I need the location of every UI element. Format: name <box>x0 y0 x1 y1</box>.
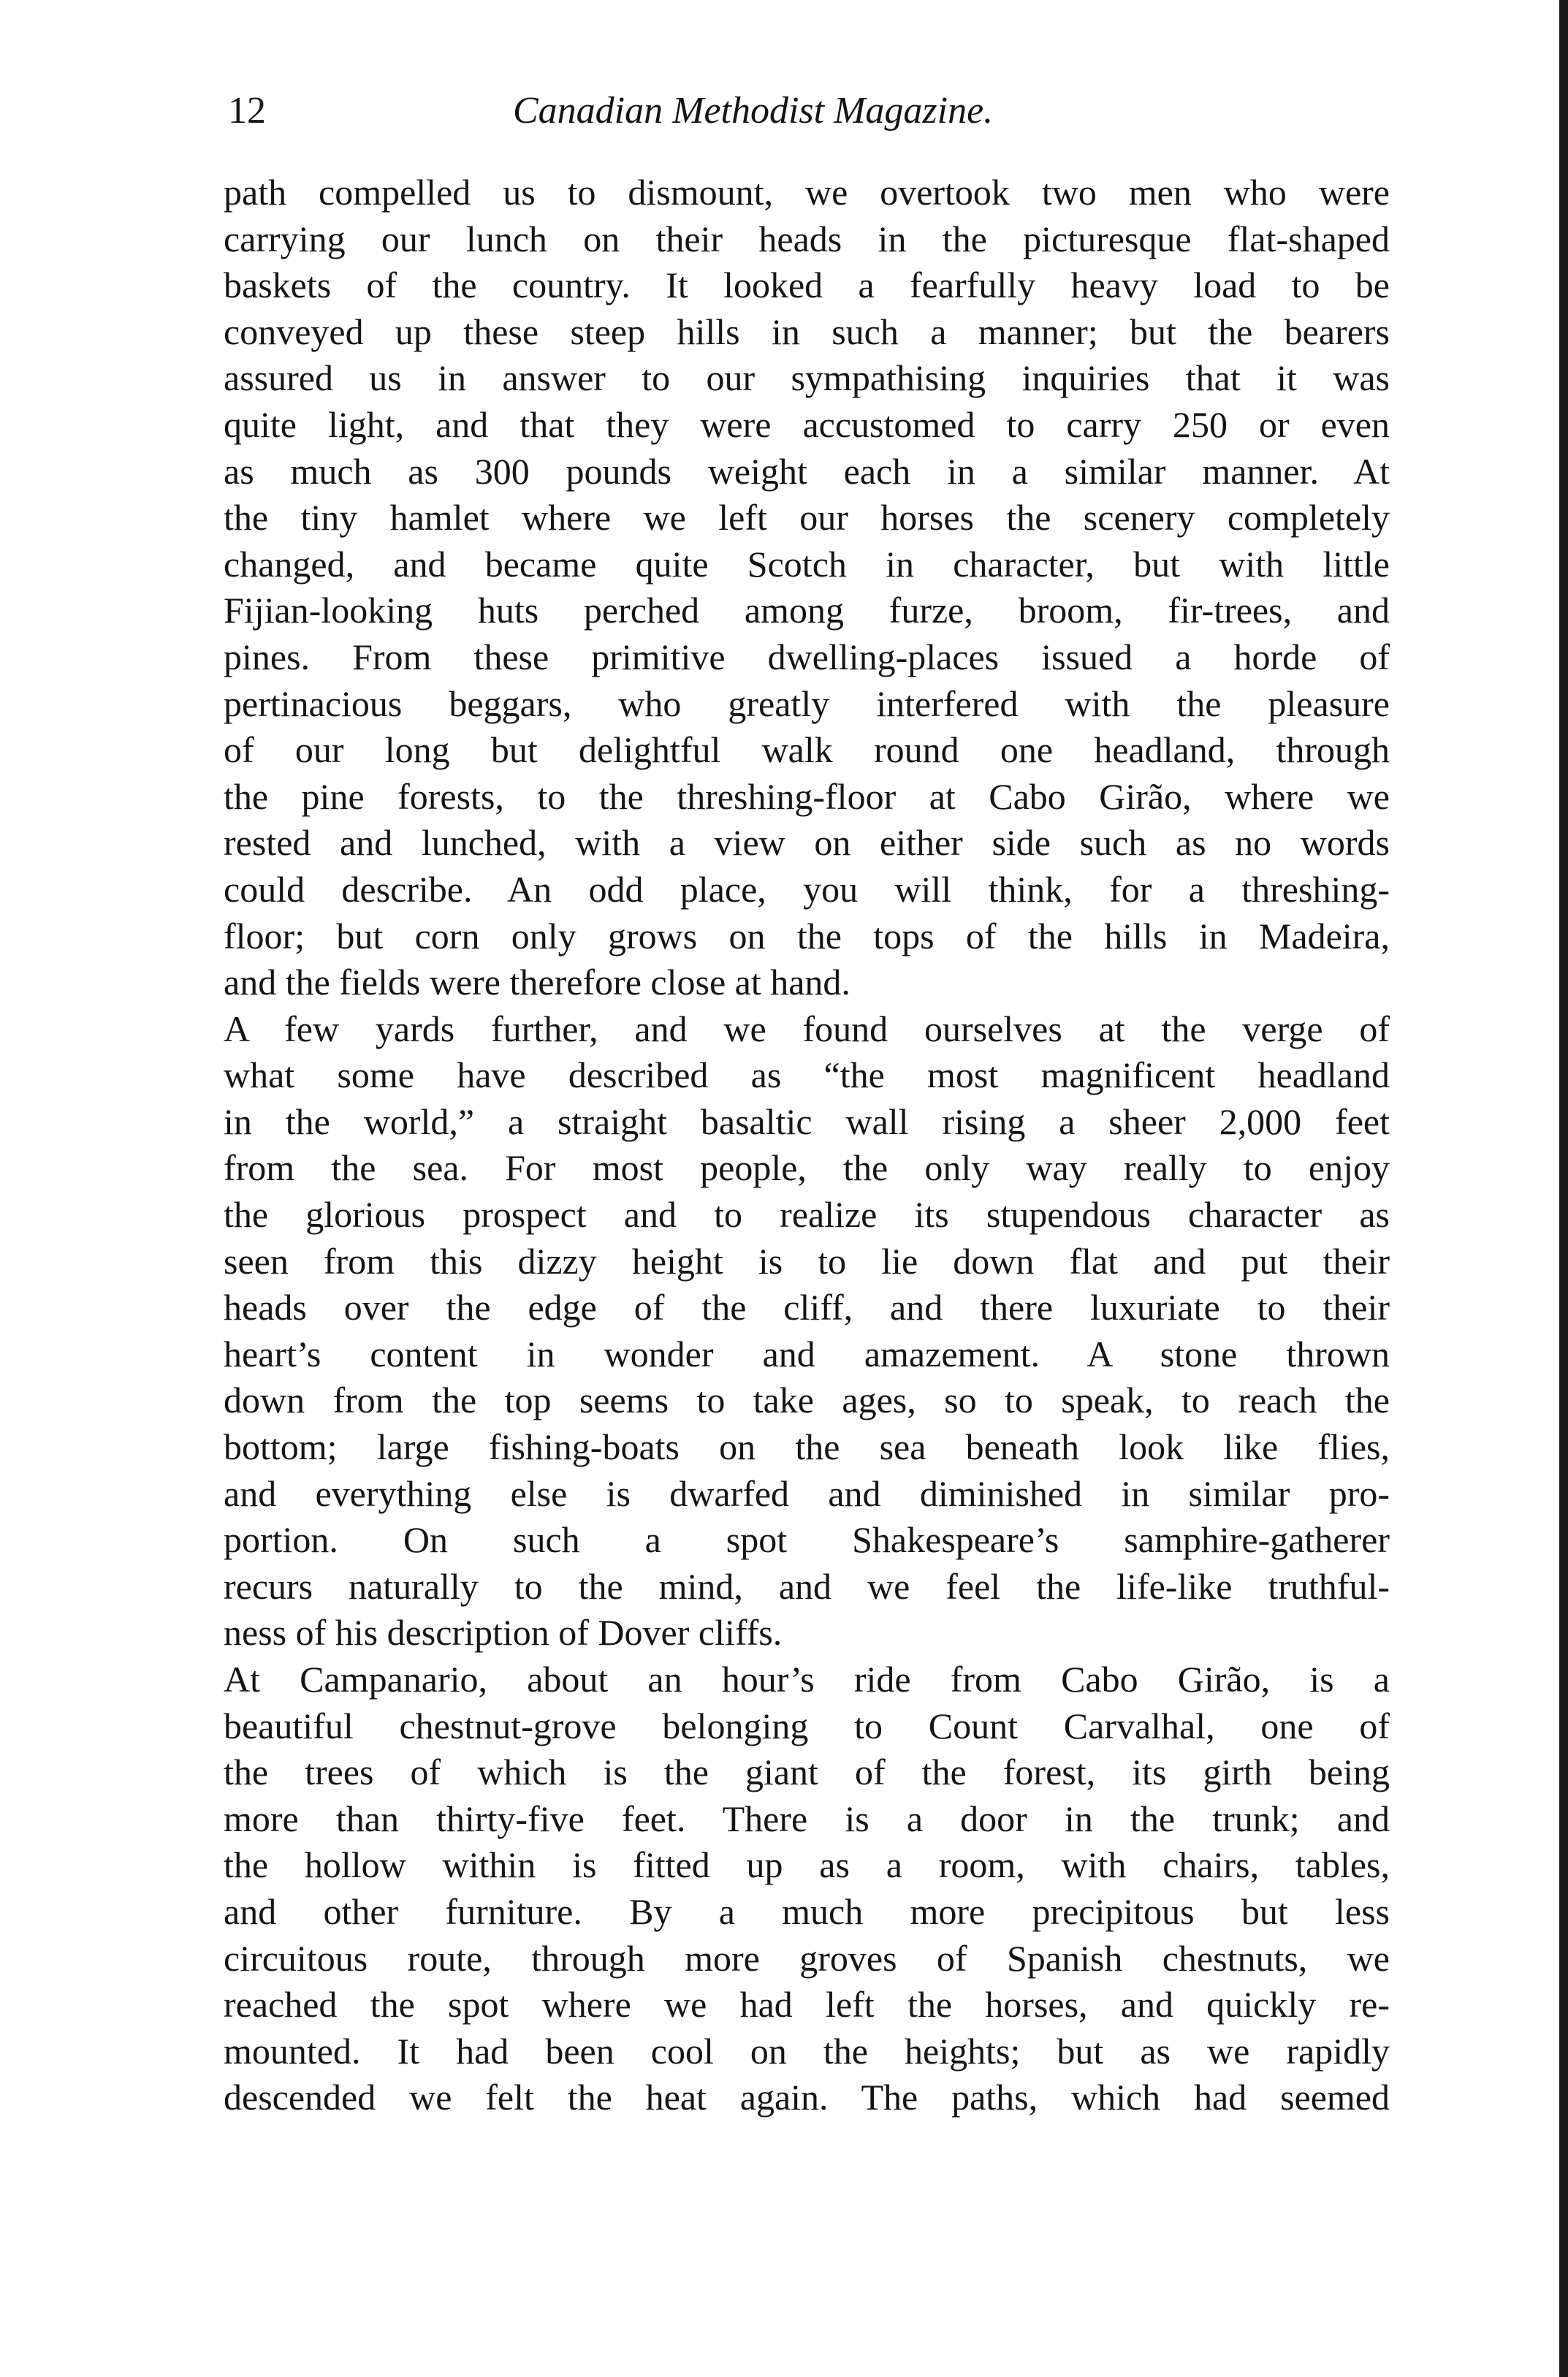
paragraph-3 <box>224 1657 1390 2121</box>
text-line: descended we felt the heat again. The paths, which had seemed <box>224 2077 1390 2118</box>
text-line: floor; but corn only grows on the tops of the hills in Madeira, <box>224 915 1390 956</box>
text-line: circuitous route, through more groves of Spanish chestnuts, we <box>224 1937 1390 1979</box>
body-text <box>224 170 1390 2121</box>
text-line: the tiny hamlet where we left our horses the scenery completely <box>224 497 1390 539</box>
text-line: assured us in answer to our sympathising inquiries that it was <box>224 357 1390 399</box>
text-line: more than thirty-five feet. There is a door in the trunk; and <box>224 1798 1390 1839</box>
text-line: portion. On such a spot Shakespeare’s samphire-gatherer <box>224 1519 1390 1561</box>
text-line: conveyed up these steep hills in such a manner; but the bearers <box>224 311 1390 352</box>
text-line: bottom; large fishing-boats on the sea beneath look like flies, <box>224 1426 1390 1468</box>
paragraph-1 <box>224 170 1390 1006</box>
page-number: 12 <box>228 90 266 132</box>
text-line: the glorious prospect and to realize its stupendous character as <box>224 1194 1390 1236</box>
text-line: as much as 300 pounds weight each in a similar manner. At <box>224 450 1390 492</box>
text-line: seen from this dizzy height is to lie down flat and put their <box>224 1240 1390 1282</box>
paragraph-2 <box>224 1006 1390 1657</box>
text-line: A few yards further, and we found ourselves at the verge of <box>224 1008 1390 1049</box>
text-line: and the fields were therefore close at hand. <box>224 962 850 1003</box>
text-line: reached the spot where we had left the horses, and quickly re- <box>224 1984 1390 2026</box>
text-line: At Campanario, about an hour’s ride from Cabo Girão, is a <box>224 1659 1390 1700</box>
text-line: recurs naturally to the mind, and we feel the life-like truthful- <box>224 1565 1390 1607</box>
text-line: carrying our lunch on their heads in the picturesque flat-shaped <box>224 218 1390 259</box>
text-line: and other furniture. By a much more precipitous but less <box>224 1890 1390 1932</box>
text-line: quite light, and that they were accustomed to carry 250 or even <box>224 403 1390 445</box>
text-line: changed, and became quite Scotch in character, but with little <box>224 543 1390 585</box>
text-line: could describe. An odd place, you will think, for a threshing- <box>224 868 1390 910</box>
text-line: Fijian-looking huts perched among furze, broom, fir-trees, and <box>224 590 1390 631</box>
text-line: the trees of which is the giant of the forest, its girth being <box>224 1752 1390 1793</box>
text-line: pertinacious beggars, who greatly interfered with the pleasure <box>224 682 1390 724</box>
text-line: of our long but delightful walk round one headland, through <box>224 729 1390 771</box>
text-line: ness of his description of Dover cliffs. <box>224 1612 783 1654</box>
text-line: what some have described as “the most magnificent headland <box>224 1054 1390 1096</box>
text-line: down from the top seems to take ages, so to speak, to reach the <box>224 1380 1390 1421</box>
scan-edge-shadow <box>1559 0 1568 2377</box>
text-line: baskets of the country. It looked a fearfully heavy load to be <box>224 265 1390 306</box>
text-line: heads over the edge of the cliff, and there luxuriate to their <box>224 1287 1390 1328</box>
text-line: heart’s content in wonder and amazement. A stone thrown <box>224 1333 1390 1374</box>
text-line: mounted. It had been cool on the heights; but as we rapidly <box>224 2030 1390 2072</box>
text-line: rested and lunched, with a view on either side such as no words <box>224 822 1390 864</box>
text-line: the hollow within is fitted up as a room, with chairs, tables, <box>224 1844 1390 1886</box>
text-line: and everything else is dwarfed and diminished in similar pro- <box>224 1472 1390 1514</box>
text-line: beautiful chestnut-grove belonging to Count Carvalhal, one of <box>224 1705 1390 1746</box>
text-line: in the world,” a straight basaltic wall rising a sheer 2,000 feet <box>224 1100 1390 1142</box>
running-header <box>228 82 1382 140</box>
text-line: pines. From these primitive dwelling-places issued a horde of <box>224 636 1390 677</box>
text-line: the pine forests, to the threshing-floor at Cabo Girão, where we <box>224 775 1390 817</box>
text-line: path compelled us to dismount, we overtook two men who were <box>224 172 1390 213</box>
running-title: Canadian Methodist Magazine. <box>513 90 994 132</box>
text-line: from the sea. For most people, the only way really to enjoy <box>224 1147 1390 1189</box>
